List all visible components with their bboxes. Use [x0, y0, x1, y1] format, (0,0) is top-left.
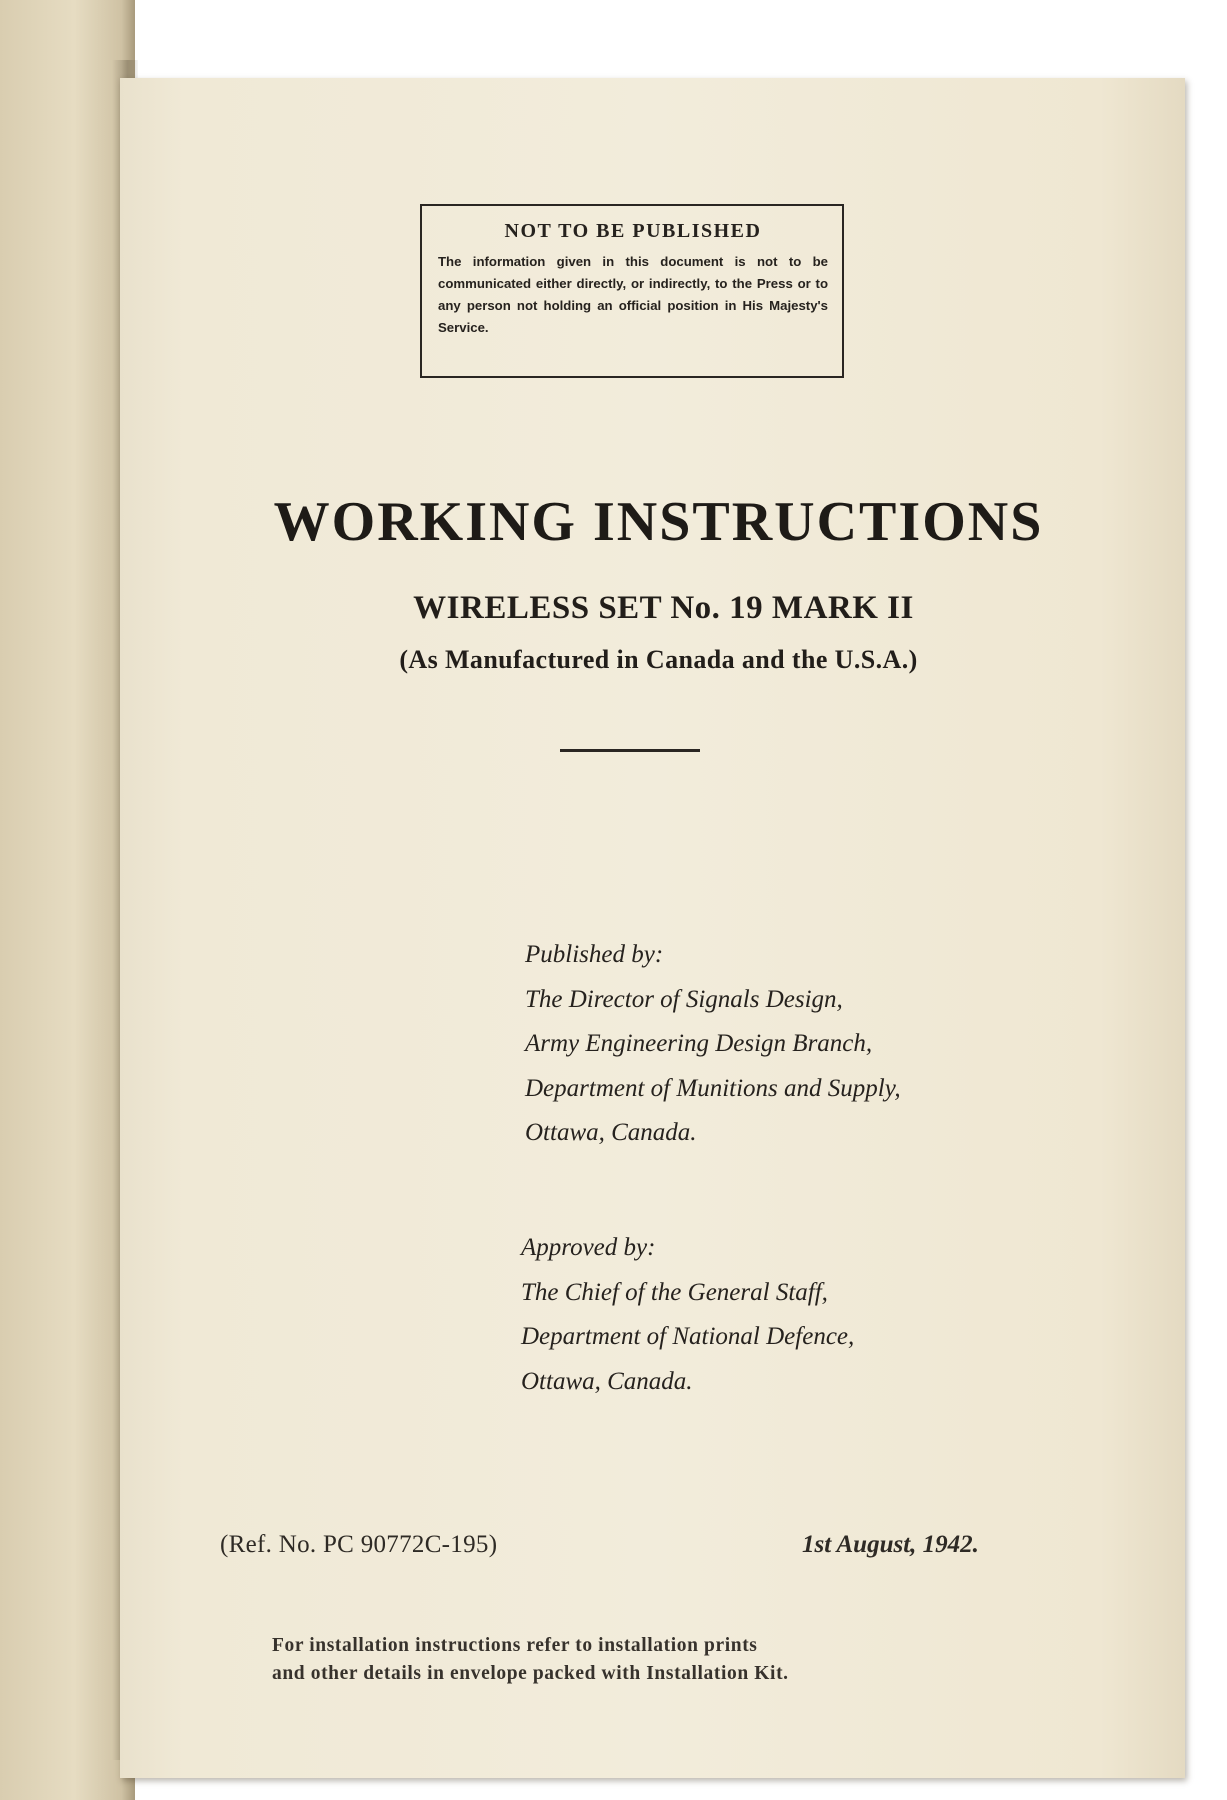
published-by-line: The Director of Signals Design, — [525, 985, 843, 1013]
notice-heading: NOT TO BE PUBLISHED — [504, 220, 762, 242]
document-subtitle: WIRELESS SET No. 19 MARK II — [413, 590, 914, 626]
manufacture-note: (As Manufactured in Canada and the U.S.A.) — [399, 645, 918, 674]
approved-by-label: Approved by: — [521, 1234, 656, 1261]
approved-by-block — [521, 1226, 854, 1404]
installation-footnote — [272, 1632, 952, 1688]
published-by-line: Department of Munitions and Supply, — [525, 1074, 901, 1102]
published-by-line: Ottawa, Canada. — [525, 1119, 697, 1146]
published-by-block — [525, 933, 901, 1156]
divider-rule — [560, 749, 700, 752]
notice-box — [420, 204, 844, 378]
approved-by-line: Department of National Defence, — [521, 1323, 855, 1350]
publication-date: 1st August, 1942. — [802, 1531, 979, 1558]
published-by-label: Published by: — [525, 941, 664, 968]
footnote-line: For installation instructions refer to installation prints — [272, 1635, 758, 1656]
document-title: WORKING INSTRUCTIONS — [273, 491, 1044, 553]
footnote-line: and other details in envelope packed with Installation Kit. — [272, 1663, 789, 1684]
notice-text: The information given in this document is not to be communicated either directly, or indirectly, to the Press or to any person not holding an official position in His Majesty's Service. — [438, 254, 828, 335]
document-page — [120, 78, 1185, 1778]
approved-by-line: The Chief of the General Staff, — [521, 1278, 828, 1306]
approved-by-line: Ottawa, Canada. — [521, 1367, 693, 1395]
reference-number: (Ref. No. PC 90772C-195) — [220, 1531, 498, 1558]
published-by-line: Army Engineering Design Branch, — [525, 1030, 873, 1057]
